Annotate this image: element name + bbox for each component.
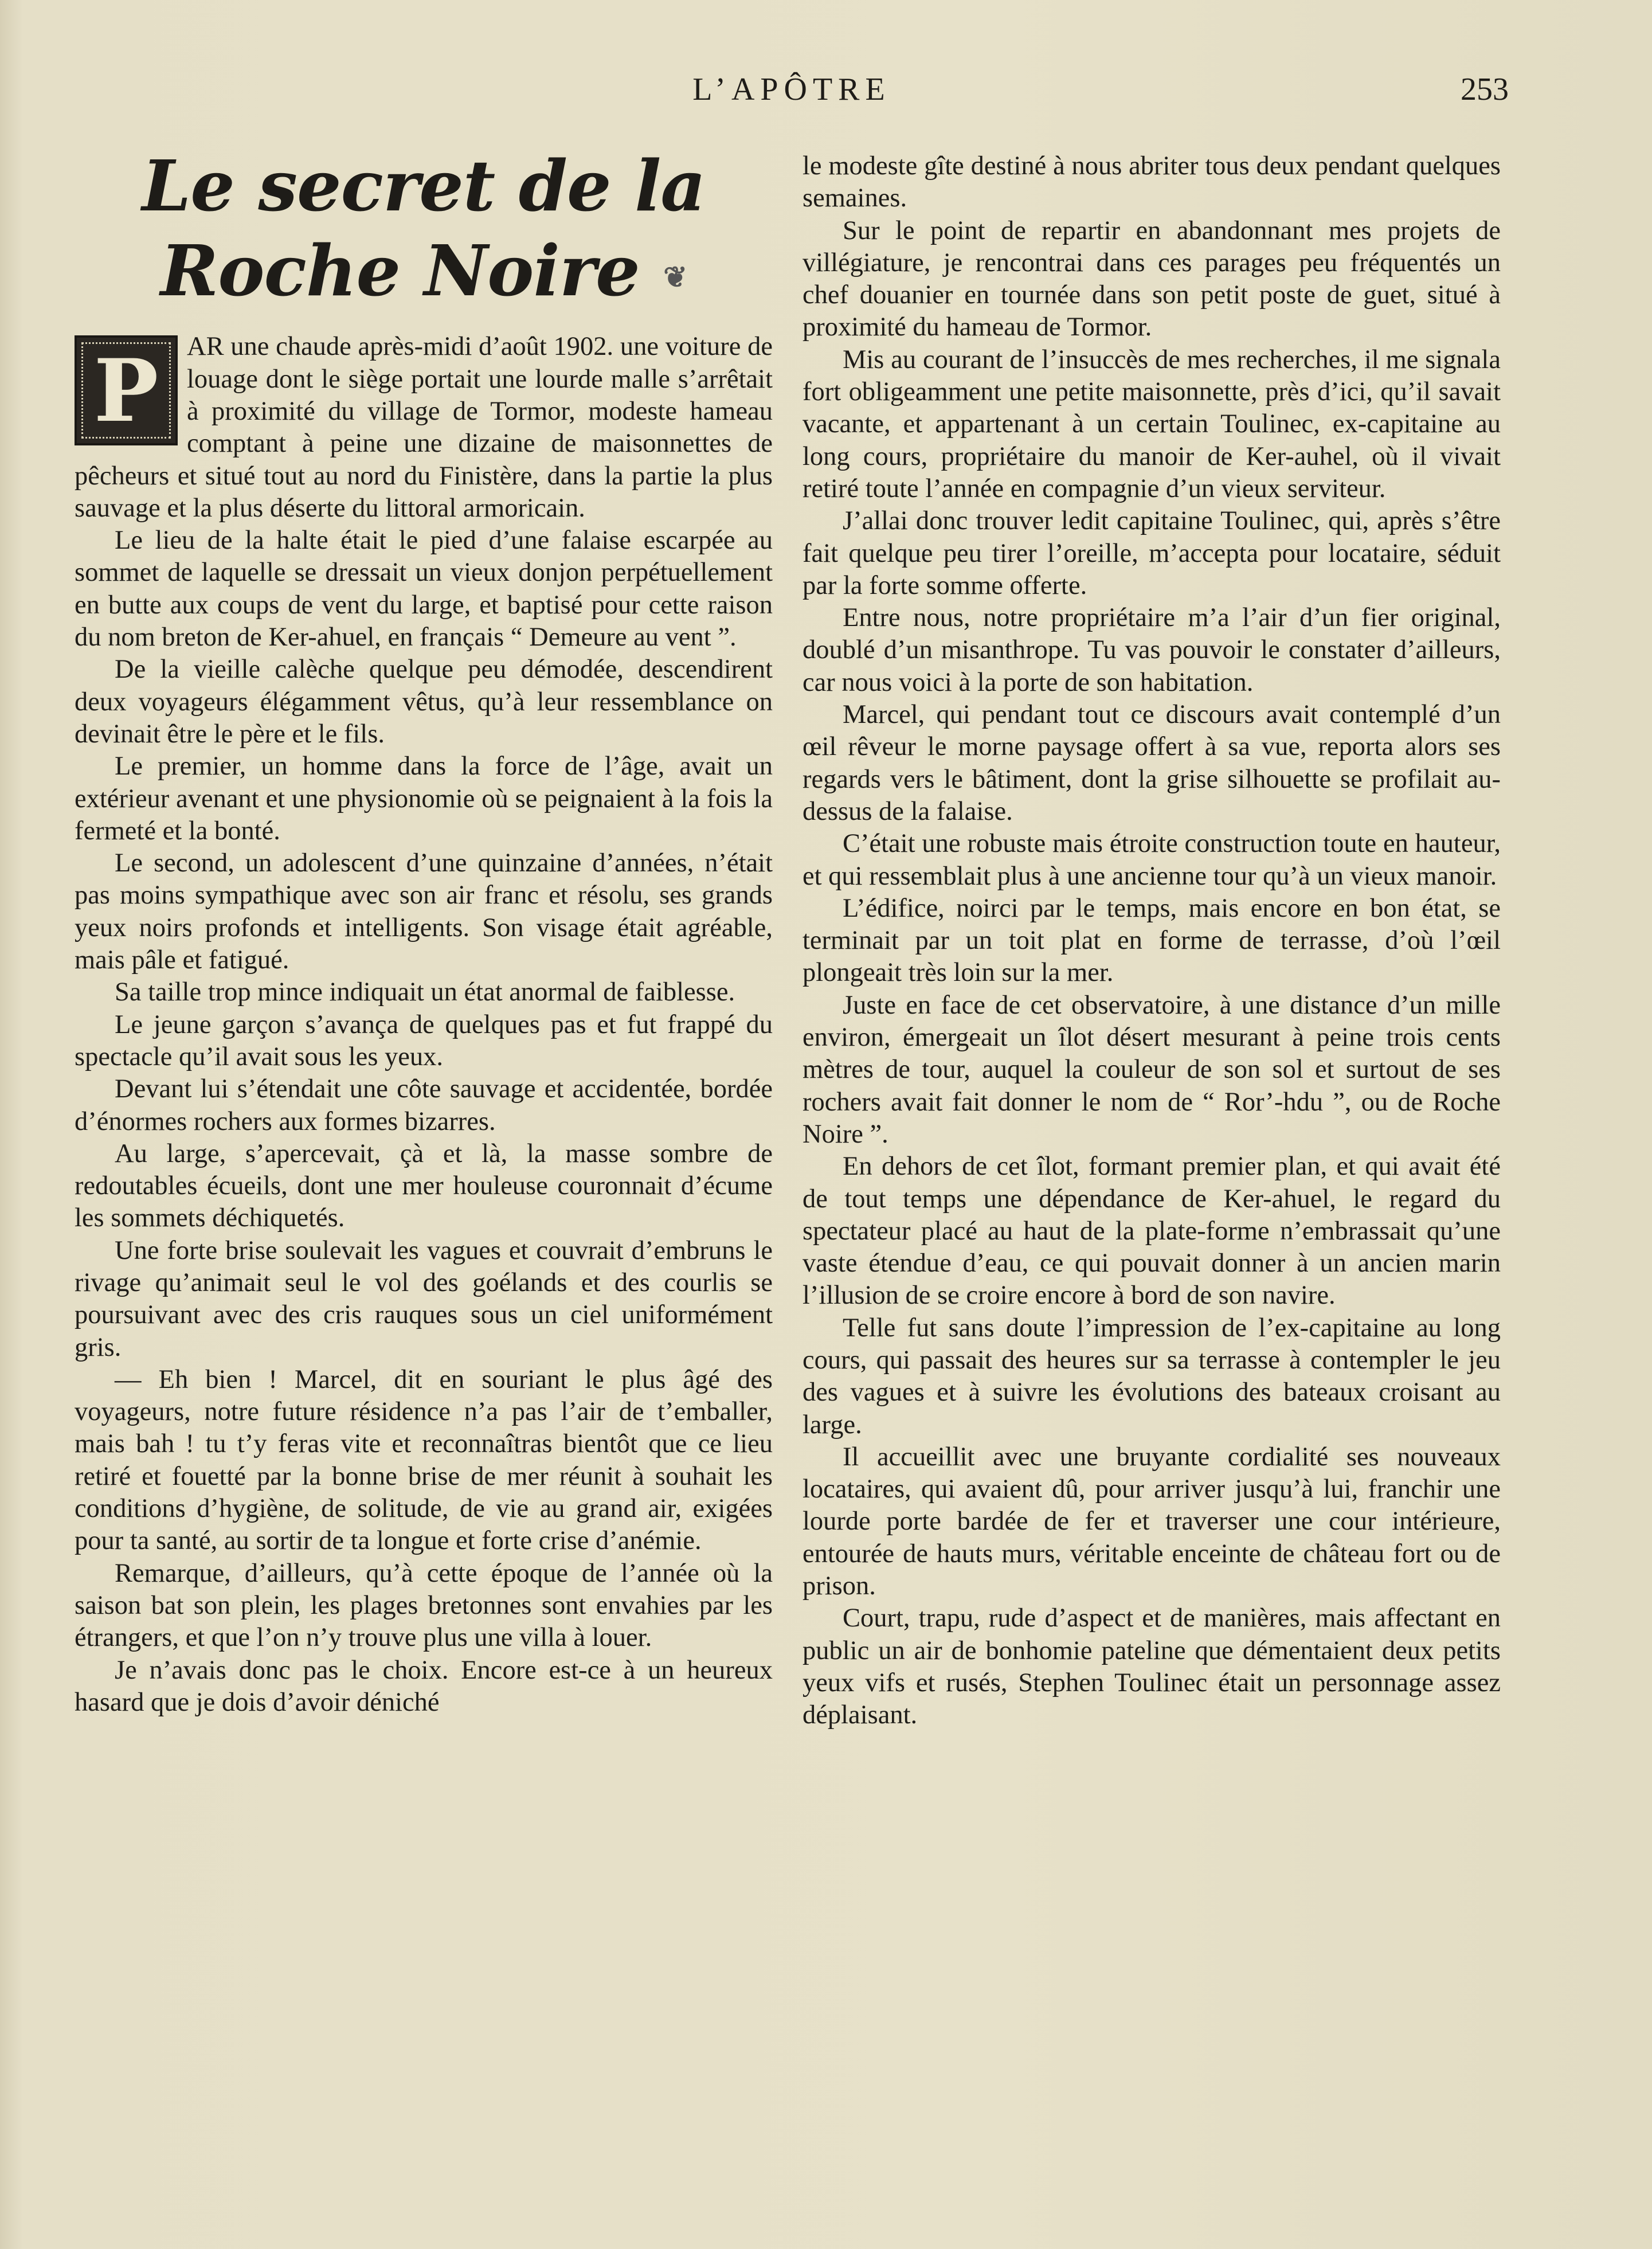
paragraph: Marcel, qui pendant tout ce discours avait contemplé d’un œil rêveur le morne paysage offert à sa vue, reporta alors ses regards vers le bâtiment, dont la grise silhouette se profilait au-dessus de la falaise. [802, 700, 1501, 826]
first-paragraph [75, 331, 773, 525]
right-paragraphs [802, 215, 1501, 1732]
paragraph: En dehors de cet îlot, formant premier plan, et qui avait été de tout temps une dépendance de Ker-ahuel, le regard du spectateur placé au haut de la plate-forme n’embrassait qu’une vaste étendue d’eau, ce qui pouvait donner à un ancien marin l’illusion de se croire encore à bord de son navire. [802, 1152, 1501, 1311]
paragraph: Au large, s’apercevait, çà et là, la masse sombre de redoutables écueils, dont une mer houleuse couronnait d’écume les sommets déchiquetés. [75, 1139, 773, 1233]
paragraph: J’allai donc trouver ledit capitaine Toulinec, qui, après s’être fait quelque peu tirer l’oreille, m’accepta pour locataire, séduit par la forte somme offerte. [802, 506, 1501, 600]
paragraph: Mis au courant de l’insuccès de mes recherches, il me signala fort obligeamment une petite maisonnette, près d’ici, qu’il savait vacante, et appartenant à un certain Toulinec, ex-capitaine au long cours, propriétaire du manoir de Ker-auhel, où il vivait retiré toute l’année en compagnie d’un vieux serviteur. [802, 345, 1501, 503]
article-title [75, 143, 773, 319]
drop-cap-initial [75, 335, 178, 445]
paragraph: Sa taille trop mince indiquait un état anormal de faiblesse. [115, 977, 735, 1007]
ornament-icon: ❦ [663, 260, 687, 294]
paragraph: Le lieu de la halte était le pied d’une falaise escarpée au sommet de laquelle se dressait un vieux donjon perpétuellement en butte aux coups de vent du large, et baptisé pour cette raison du nom breton de Ker-ahuel, en français “ Demeure au vent ”. [75, 526, 773, 652]
first-paragraph-text: une chaude après-midi d’août 1902. une voiture de louage dont le siège portait une lourde malle s’arrêtait à proximité du village de Tormor, modeste hameau comptant à peine une dizaine de maisonnettes de pêcheurs et situé tout au nord du Finistère, dans la partie la plus sauvage et la plus déserte du littoral armoricain. [75, 332, 773, 523]
page-number: 253 [1461, 72, 1509, 107]
paragraph: Sur le point de repartir en abandonnant mes projets de villégiature, je rencontrai dans ces parages peu fréquentés un chef douanier en tournée dans son petit poste de guet, situé à proximité du hameau de Tormor. [802, 216, 1501, 342]
paragraph: Je n’avais donc pas le choix. Encore est-ce à un heureux hasard que je dois d’avoir déniché [75, 1655, 773, 1717]
paragraph: C’était une robuste mais étroite construction toute en hauteur, et qui ressemblait plus à une ancienne tour qu’à un vieux manoir. [802, 829, 1501, 891]
paragraph: Une forte brise soulevait les vagues et couvrait d’embruns le rivage qu’animait seul le vol des goélands et des courlis se poursuivant avec des cris rauques sous un ciel uniformément gris. [75, 1235, 773, 1362]
drop-cap-letter: P [93, 341, 159, 442]
continuation-paragraph: le modeste gîte destiné à nous abriter tous deux pendant quelques semaines. [802, 151, 1501, 213]
page-header [75, 68, 1509, 114]
paragraph: Juste en face de cet observatoire, à une distance d’un mille environ, émergeait un îlot désert mesurant à peine trois cents mètres de tour, auquel la couleur de son sol et surtout de ses rochers avait fait donner le nom de “ Ror’-hdu ”, ou de Roche Noire ”. [802, 990, 1501, 1149]
article-title-text: Le secret de la Roche Noire [142, 144, 706, 312]
left-paragraphs [75, 525, 773, 1719]
paragraph: Le second, un adolescent d’une quinzaine d’années, n’était pas moins sympathique avec son air franc et résolu, ses grands yeux noirs profonds et intelligents. Son visage était agréable, mais pâle et fatigué. [75, 848, 773, 975]
paragraph: Court, trapu, rude d’aspect et de manières, mais affectant en public un air de bonhomie pateline que démentaient deux petits yeux vifs et rusés, Stephen Toulinec était un personnage assez déplaisant. [802, 1603, 1501, 1730]
paragraph: L’édifice, noirci par le temps, mais encore en bon état, se terminait par un toit plat en forme de terrasse, d’où l’œil plongeait très loin sur la mer. [802, 893, 1501, 988]
paragraph: — Eh bien ! Marcel, dit en souriant le plus âgé des voyageurs, notre future résidence n’a pas l’air de t’emballer, mais bah ! tu t’y feras vite et reconnaîtras bientôt que ce lieu retiré et fouetté par la bonne brise de mer réunit à souhait les conditions d’hygiène, de solitude, de vie au grand air, exigées pour ta santé, au sortir de ta longue et forte crise d’anémie. [75, 1364, 773, 1556]
paragraph: Telle fut sans doute l’impression de l’ex-capitaine au long cours, qui passait des heures sur sa terrasse à contempler le jeu des vagues et à suivre les évolutions des bateaux croisant au large. [802, 1313, 1501, 1440]
first-word-rest: AR [187, 332, 224, 362]
paragraph: Il accueillit avec une bruyante cordialité ses nouveaux locataires, qui avaient dû, pour arriver jusqu’à lui, franchir une lourde porte bardée de fer et traverser une cour intérieure, entourée de hauts murs, véritable enceinte de château fort ou de prison. [802, 1442, 1501, 1601]
left-column [75, 143, 773, 1719]
running-title: L’APÔTRE [692, 72, 891, 107]
paragraph: Remarque, d’ailleurs, qu’à cette époque de l’année où la saison bat son plein, les plages bretonnes sont envahies par les étrangers, et que l’on n’y trouve plus une villa à louer. [75, 1558, 773, 1653]
paragraph: Le jeune garçon s’avança de quelques pas et fut frappé du spectacle qu’il avait sous les yeux. [75, 1010, 773, 1071]
right-column [802, 150, 1501, 1732]
paragraph: De la vieille calèche quelque peu démodée, descendirent deux voyageurs élégamment vêtus, qu’à leur ressemblance on devinait être le père et le fils. [75, 655, 773, 749]
paragraph: Entre nous, notre propriétaire m’a l’air d’un fier original, doublé d’un misanthrope. Tu vas pouvoir le constater d’ailleurs, car nous voici à la porte de son habitation. [802, 603, 1501, 697]
paragraph: Le premier, un homme dans la force de l’âge, avait un extérieur avenant et une physionomie où se peignaient à la fois la fermeté et la bonté. [75, 752, 773, 846]
paragraph: Devant lui s’étendait une côte sauvage et accidentée, bordée d’énormes rochers aux formes bizarres. [75, 1074, 773, 1136]
